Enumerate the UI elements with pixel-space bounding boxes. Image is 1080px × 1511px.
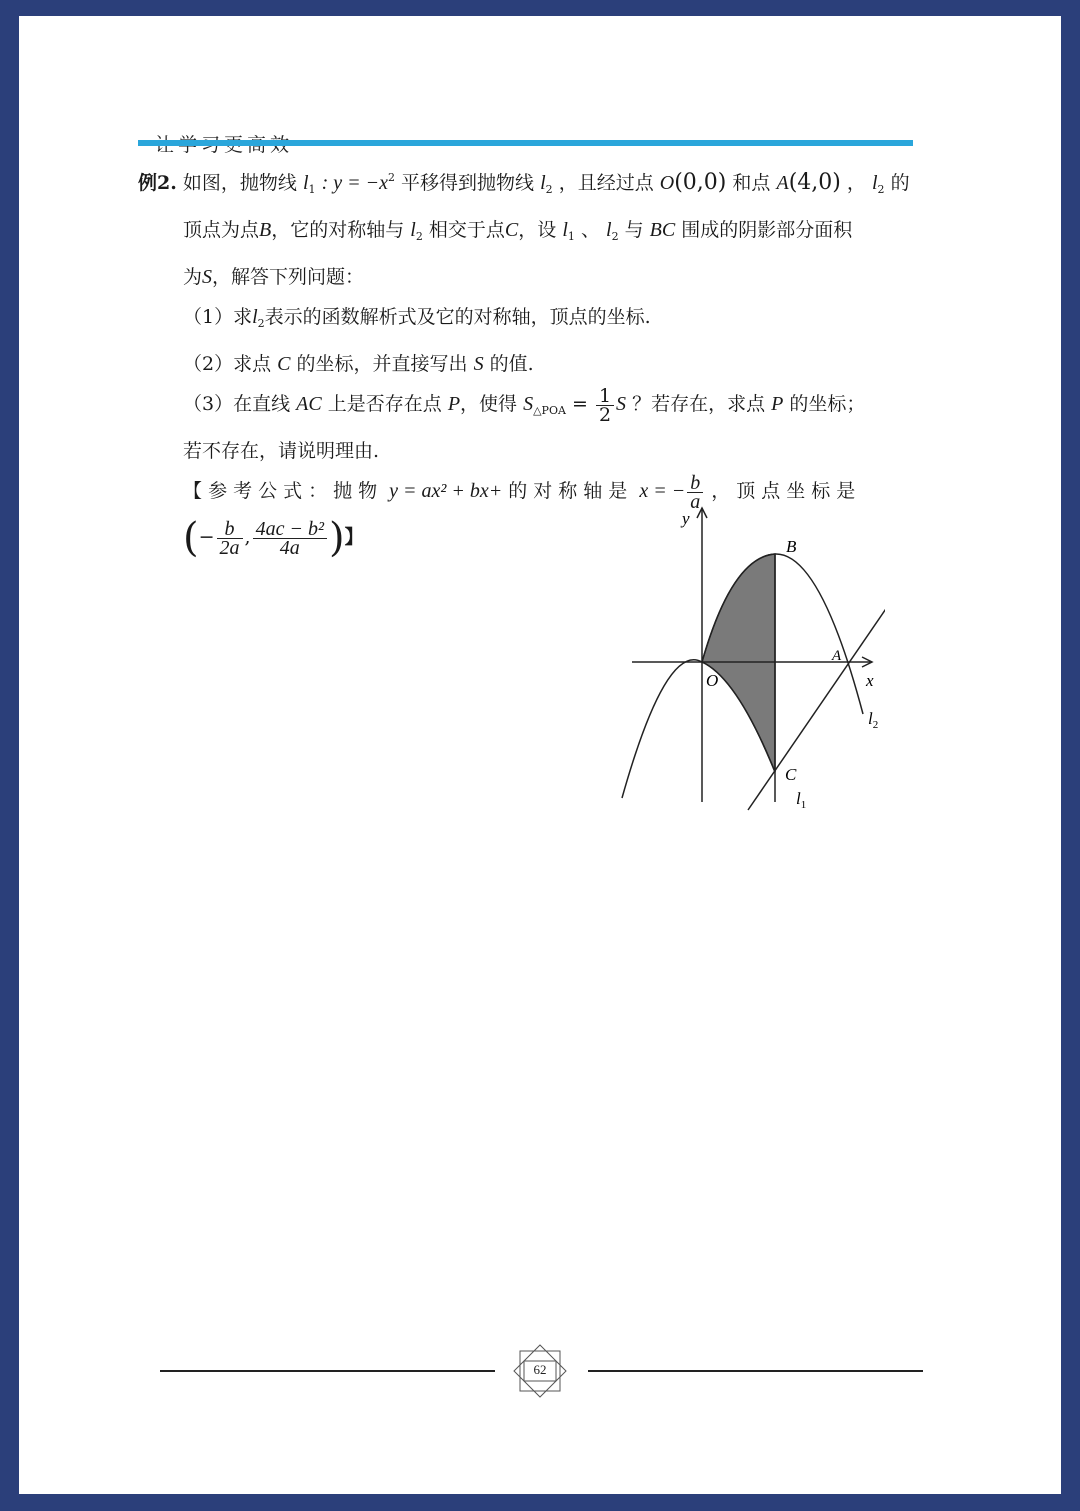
page-number: 62 (533, 1362, 547, 1377)
label-B: B (786, 537, 797, 556)
vertex-y-fraction: $\frac{\text{4ac − b²}}{4a}$ (253, 520, 327, 557)
formula-line-1: 【 参考公式：抛物 y = ax² + bx+ 的对称轴是 x = − $\frac{b}{a}$ ，顶点坐标是 (183, 471, 862, 513)
question-3: （3）在直线 AC 上是否存在点 P，使得 $S_{\triangle POA}$ = $\frac{1}{2}$ S ？若存在，求点 P 的坐标； (183, 384, 866, 426)
problem-label: 例2. (138, 172, 177, 194)
shaded-region (702, 554, 775, 772)
formula-line-2: (− $\frac{b}{2a}$ , $\frac{\text{4ac − b²}}{4a}$ )】 (183, 515, 364, 561)
axis-fraction: $\frac{b}{a}$ (687, 474, 703, 511)
header-bar (138, 140, 913, 146)
parabola-figure (600, 492, 885, 812)
problem-line-1: 例2. 如图，抛物线 $l_1$ : $y = -x^2$ 平移得到抛物线 $l_2$ ，且经过点 O(0,0) 和点 A(4,0) ， $l_2$ 的 (138, 170, 910, 196)
label-y: y (682, 509, 690, 528)
vertex-x-fraction: $\frac{b}{2a}$ (217, 520, 243, 557)
label-A: A (832, 648, 842, 664)
half-fraction: $\frac{1}{2}$ (596, 387, 614, 424)
label-C: C (785, 765, 797, 784)
question-1: （1）求$l_2$表示的函数解析式及它的对称轴，顶点的坐标. (183, 306, 651, 330)
problem-line-3: 为S，解答下列问题： (183, 266, 365, 288)
problem-line-2: 顶点为点B，它的对称轴与 $l_2$ 相交于点C，设 $l_1$ 、 $l_2$ 与 BC 围成的阴影部分面积 (183, 219, 853, 243)
question-3-line-2: 若不存在，请说明理由. (183, 440, 380, 462)
label-x: x (866, 671, 874, 690)
footer-rule-left (160, 1370, 495, 1372)
label-O: O (706, 671, 719, 690)
question-2: （2）求点 C 的坐标，并直接写出 S 的值. (183, 353, 534, 375)
footer-rule-right (588, 1370, 923, 1372)
label-l1: $l_1$ (796, 789, 807, 811)
label-l2: $l_2$ (868, 709, 879, 731)
